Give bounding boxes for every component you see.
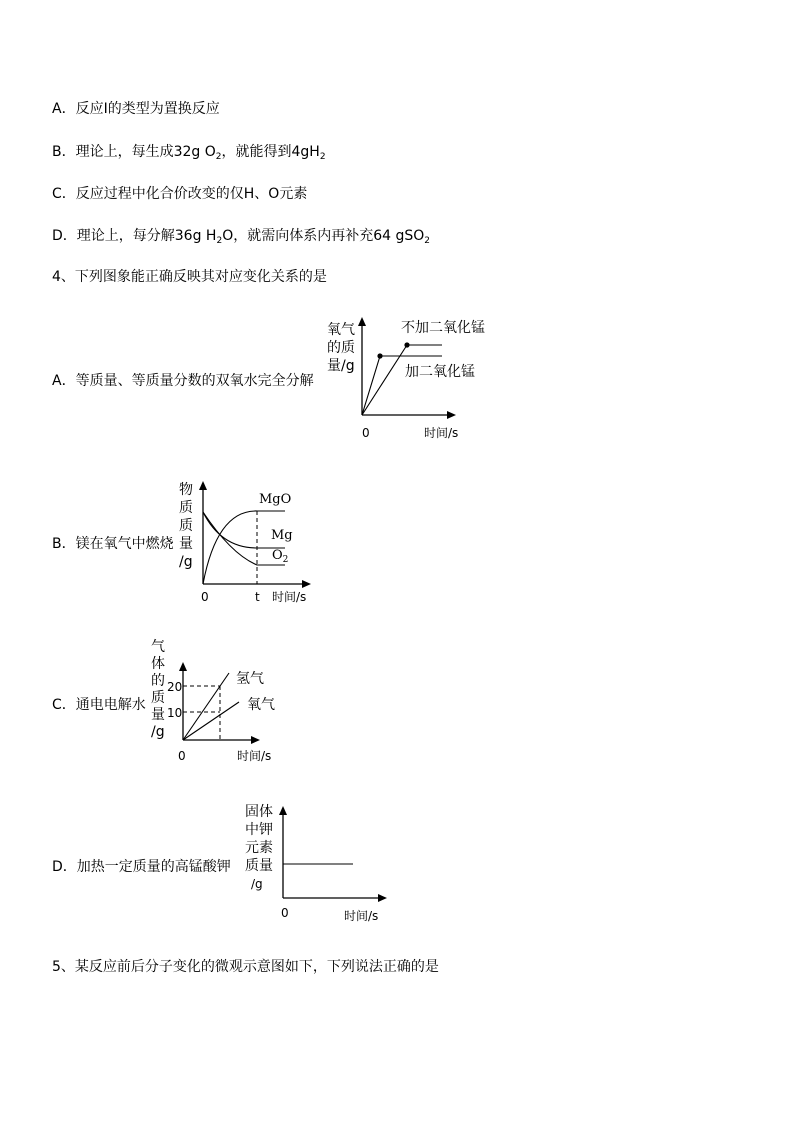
chart-b-t-label: t: [255, 590, 260, 604]
chart-c-ylabel-2: 体: [151, 656, 165, 672]
chart-b-ylabel-2: 质: [179, 500, 193, 516]
chart-c-ylabel-4: 质: [151, 690, 165, 706]
q4-option-d: D．加热一定质量的高锰酸钾: [52, 859, 231, 875]
chart-b-origin: 0: [201, 590, 209, 604]
chart-b-label-mgo: MgO: [259, 492, 292, 507]
chart-c: [150, 635, 290, 765]
q3-option-c: C．反应过程中化合价改变的仅H、O元素: [52, 186, 308, 202]
chart-a-point-mno2: [377, 353, 382, 358]
chart-d-y-arrow: [279, 806, 287, 815]
chart-d-xlabel: 时间/s: [344, 909, 379, 923]
chart-c-x-arrow: [251, 736, 260, 744]
chart-c-label-hydrogen: 氢气: [236, 671, 264, 687]
chart-a-ylabel-3: 量/g: [327, 358, 355, 374]
chart-c-y-arrow: [179, 662, 187, 671]
chart-a-label-no-mno2: 不加二氧化锰: [401, 320, 485, 336]
q4-option-a: A．等质量、等质量分数的双氧水完全分解: [52, 373, 314, 389]
chart-d-x-arrow: [378, 894, 387, 902]
chart-a: [325, 315, 495, 445]
chart-b-label-o2: $O_2$: [272, 548, 289, 565]
chart-d: [243, 800, 393, 930]
chart-d-origin: 0: [281, 906, 289, 920]
chart-a-label-mno2: 加二氧化锰: [405, 364, 475, 380]
chart-b-x-arrow: [302, 580, 311, 588]
chart-c-ytick-10: 10: [167, 706, 183, 720]
chart-b-ylabel-1: 物: [179, 482, 193, 498]
chart-a-x-arrow: [447, 411, 456, 419]
chart-c-ylabel-5: 量: [151, 707, 165, 723]
chart-a-point-no-mno2: [404, 342, 409, 347]
chart-d-ylabel-4: 质量: [245, 858, 273, 874]
chart-b-ylabel-4: 量: [179, 536, 193, 552]
q4-stem: 4、下列图象能正确反映其对应变化关系的是: [52, 269, 327, 285]
chart-d-ylabel-5: /g: [251, 877, 263, 891]
chart-c-ylabel-6: /g: [151, 724, 165, 740]
chart-a-ylabel-1: 氧气: [327, 322, 355, 338]
chart-c-xlabel: 时间/s: [237, 749, 272, 763]
chart-c-ylabel-3: 的: [151, 673, 165, 689]
chart-d-ylabel-2: 中钾: [245, 822, 273, 838]
chart-a-origin: 0: [362, 426, 370, 440]
chart-c-line-hydrogen: [183, 673, 229, 740]
q5-stem: 5、某反应前后分子变化的微观示意图如下，下列说法正确的是: [52, 959, 439, 975]
chart-b: [175, 478, 325, 608]
chart-a-xlabel: 时间/s: [424, 426, 459, 440]
chart-c-ylabel-1: 气: [151, 639, 165, 655]
chart-c-origin: 0: [178, 749, 186, 763]
chart-c-label-oxygen: 氧气: [247, 697, 275, 713]
q4-option-b: B．镁在氧气中燃烧: [52, 536, 174, 552]
chart-b-ylabel-3: 质: [179, 518, 193, 534]
chart-c-line-oxygen: [183, 702, 239, 740]
chart-b-xlabel: 时间/s: [272, 590, 307, 604]
chart-d-ylabel-1: 固体: [245, 804, 273, 820]
chart-b-label-mg: Mg: [271, 528, 293, 543]
chart-a-ylabel-2: 的质: [327, 340, 355, 356]
chart-b-ylabel-5: /g: [179, 554, 193, 570]
chart-c-ytick-20: 20: [167, 680, 183, 694]
chart-a-y-arrow: [358, 317, 366, 326]
q3-option-a: A．反应Ⅰ的类型为置换反应: [52, 101, 220, 117]
chart-d-ylabel-3: 元素: [245, 840, 273, 856]
q3-option-d: D．理论上，每分解36g $H_2O$，就需向体系内再补充64 gSO$_2$: [52, 228, 431, 246]
chart-b-y-arrow: [199, 481, 207, 490]
q3-option-b: B．理论上，每生成32g $O_2$，就能得到$4gH_2$: [52, 144, 326, 162]
q4-option-c: C．通电电解水: [52, 697, 146, 713]
